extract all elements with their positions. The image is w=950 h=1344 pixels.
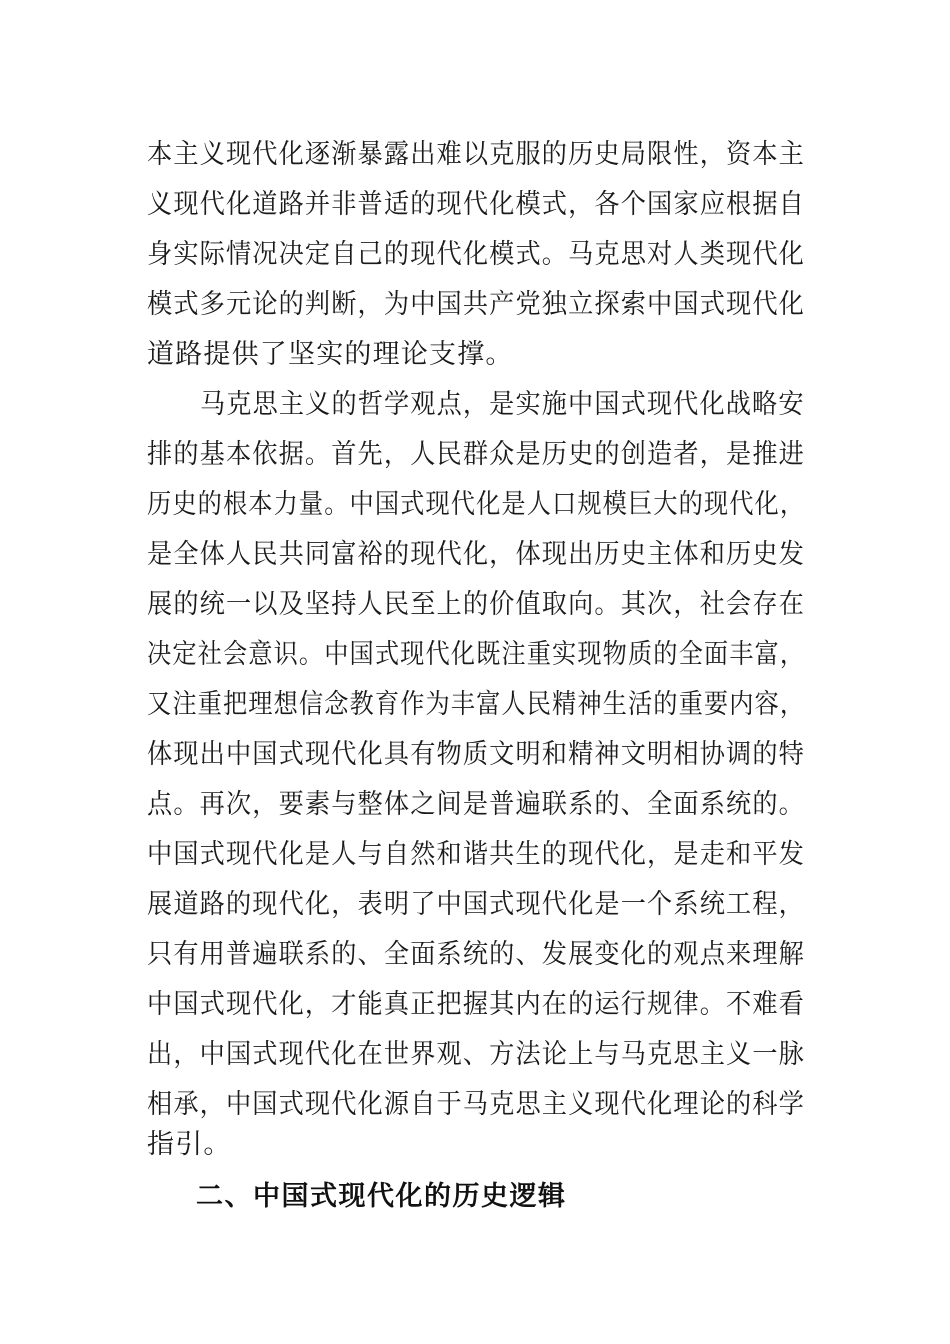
paragraph2-line-8: 体现出中国式现代化具有物质文明和精神文明相协调的特	[147, 739, 805, 770]
paragraph2-line-14: 出，中国式现代化在世界观、方法论上与马克思主义一脉	[147, 1039, 805, 1070]
paragraph2-line-12: 只有用普遍联系的、全面系统的、发展变化的观点来理解	[147, 939, 805, 970]
paragraph1-line-5: 道路提供了坚实的理论支撑。	[147, 339, 514, 370]
paragraph1-line-3: 身实际情况决定自己的现代化模式。马克思对人类现代化	[147, 239, 805, 270]
paragraph1-line-2: 义现代化道路并非普适的现代化模式，各个国家应根据自	[147, 189, 805, 220]
paragraph2-line-1: 马克思主义的哲学观点，是实施中国式现代化战略安	[200, 389, 805, 420]
paragraph2-line-2: 排的基本依据。首先，人民群众是历史的创造者，是推进	[147, 439, 805, 470]
paragraph2-line-5: 展的统一以及坚持人民至上的价值取向。其次，社会存在	[147, 589, 805, 620]
paragraph2-line-9: 点。再次，要素与整体之间是普遍联系的、全面系统的。	[147, 789, 805, 820]
paragraph1-line-1: 本主义现代化逐渐暴露出难以克服的历史局限性，资本主	[147, 139, 805, 170]
paragraph2-line-7: 又注重把理想信念教育作为丰富人民精神生活的重要内容，	[147, 689, 806, 720]
paragraph2-line-13: 中国式现代化，才能真正把握其内在的运行规律。不难看	[147, 989, 805, 1020]
paragraph2-line-10: 中国式现代化是人与自然和谐共生的现代化，是走和平发	[147, 839, 805, 870]
section-heading: 二、中国式现代化的历史逻辑	[196, 1181, 567, 1212]
paragraph2-line-11: 展道路的现代化，表明了中国式现代化是一个系统工程，	[147, 889, 805, 920]
paragraph1-line-4: 模式多元论的判断，为中国共产党独立探索中国式现代化	[147, 289, 805, 320]
paragraph2-line-4: 是全体人民共同富裕的现代化，体现出历史主体和历史发	[147, 539, 805, 570]
paragraph2-line-3: 历史的根本力量。中国式现代化是人口规模巨大的现代化，	[147, 489, 806, 520]
paragraph2-line-16: 指引。	[147, 1129, 232, 1160]
paragraph2-line-6: 决定社会意识。中国式现代化既注重实现物质的全面丰富，	[147, 639, 806, 670]
paragraph2-line-15: 相承，中国式现代化源自于马克思主义现代化理论的科学	[147, 1089, 805, 1120]
